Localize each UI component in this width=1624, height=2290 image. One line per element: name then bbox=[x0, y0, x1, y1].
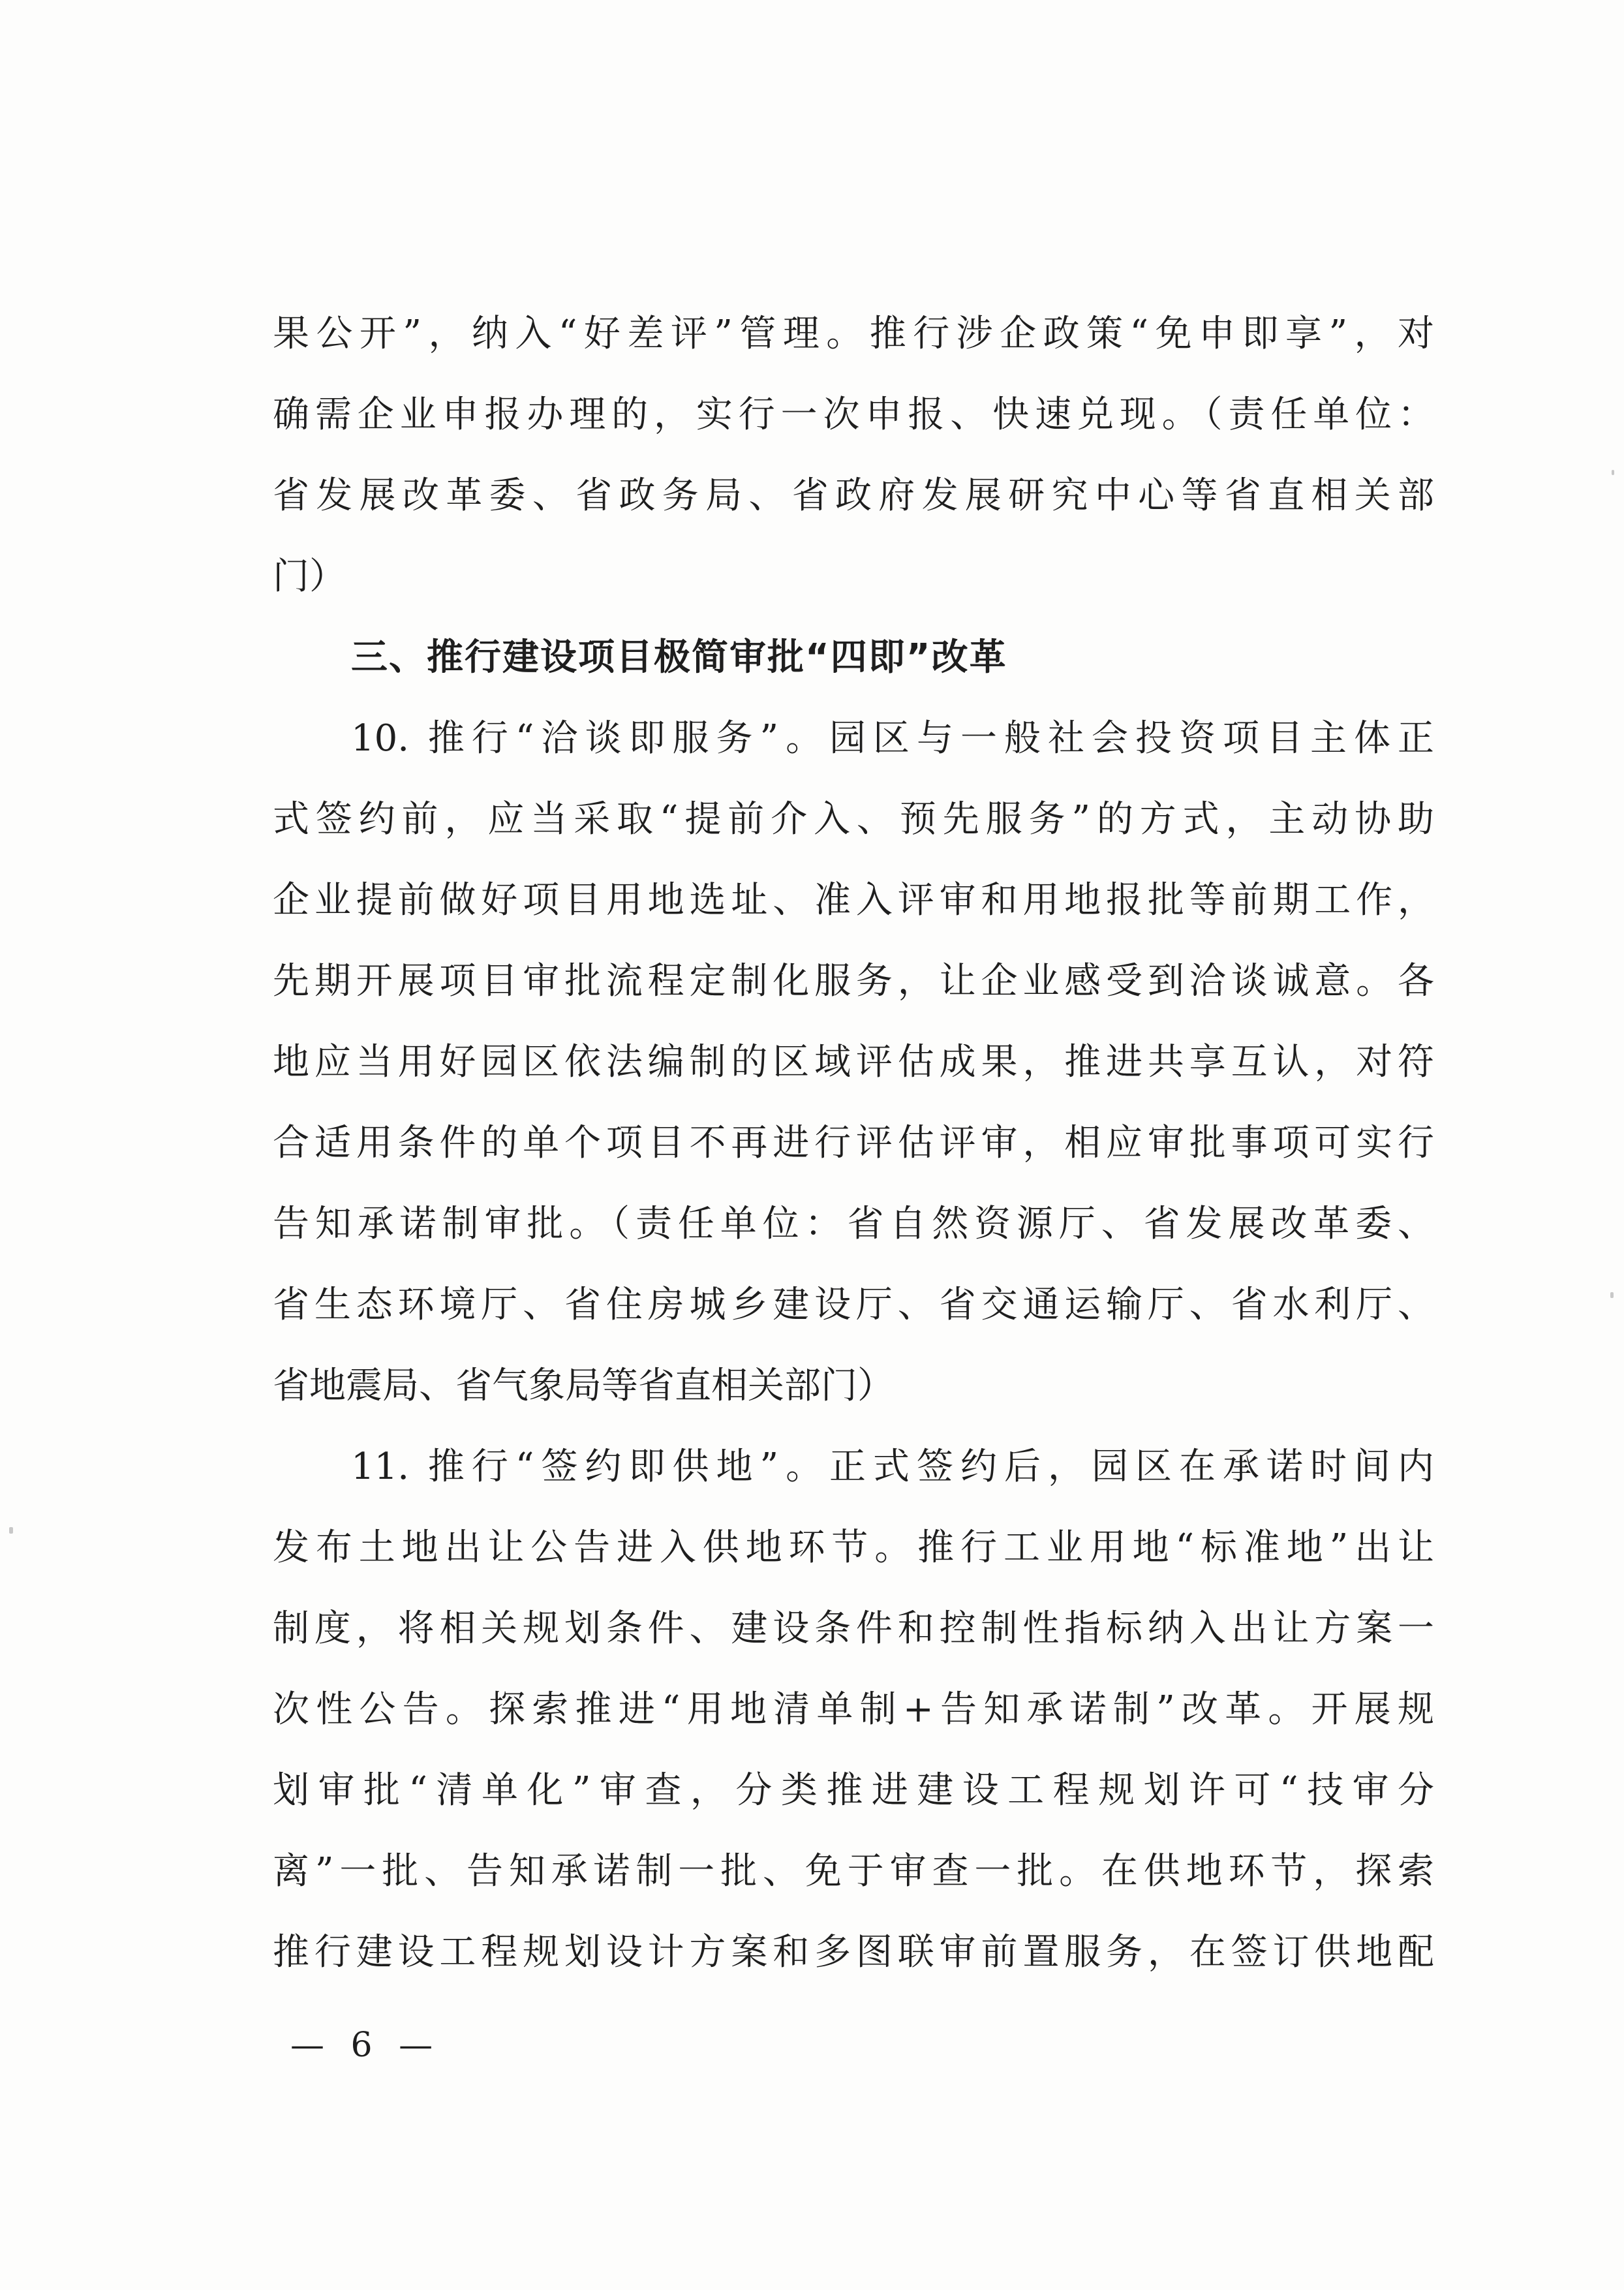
text-line: 果公开”，纳入“好差评”管理。推行涉企政策“免申即享”，对 bbox=[273, 313, 1434, 355]
paragraph-10-line: 式签约前，应当采取“提前介入、预先服务”的方式，主动协助 bbox=[273, 798, 1434, 841]
paragraph-11-line: 11. 推行“签约即供地”。正式签约后，园区在承诺时间内 bbox=[351, 1446, 1434, 1488]
page-number: — 6 — bbox=[290, 2026, 441, 2065]
text-line: 门） bbox=[273, 555, 346, 598]
paragraph-10-line: 先期开展项目审批流程定制化服务，让企业感受到洽谈诚意。各 bbox=[273, 960, 1434, 1002]
paragraph-10-line: 省生态环境厅、省住房城乡建设厅、省交通运输厅、省水利厅、 bbox=[273, 1284, 1434, 1326]
paragraph-11-line: 推行建设工程规划设计方案和多图联审前置服务，在签订供地配 bbox=[273, 1931, 1434, 1973]
paragraph-10-line: 合适用条件的单个项目不再进行评估评审，相应审批事项可实行 bbox=[273, 1122, 1434, 1164]
paragraph-11-line: 发布土地出让公告进入供地环节。推行工业用地“标准地”出让 bbox=[273, 1526, 1434, 1569]
paragraph-10-line: 省地震局、省气象局等省直相关部门） bbox=[273, 1365, 894, 1407]
section-heading: 三、推行建设项目极简审批“四即”改革 bbox=[351, 636, 1007, 679]
paragraph-10-line: 10. 推行“洽谈即服务”。园区与一般社会投资项目主体正 bbox=[351, 717, 1434, 760]
scan-speck bbox=[9, 1527, 13, 1534]
paragraph-11-line: 次性公告。探索推进“用地清单制+告知承诺制”改革。开展规 bbox=[273, 1688, 1434, 1731]
paragraph-11-line: 制度，将相关规划条件、建设条件和控制性指标纳入出让方案一 bbox=[273, 1607, 1434, 1650]
scan-speck bbox=[1612, 470, 1614, 475]
paragraph-11-line: 离”一批、告知承诺制一批、免于审查一批。在供地环节，探索 bbox=[273, 1850, 1434, 1893]
text-line: 确需企业申报办理的，实行一次申报、快速兑现。（责任单位： bbox=[273, 394, 1434, 436]
paragraph-10-line: 告知承诺制审批。（责任单位：省自然资源厅、省发展改革委、 bbox=[273, 1203, 1434, 1245]
paragraph-10-line: 企业提前做好项目用地选址、准入评审和用地报批等前期工作， bbox=[273, 879, 1434, 921]
paragraph-10-line: 地应当用好园区依法编制的区域评估成果，推进共享互认，对符 bbox=[273, 1041, 1434, 1083]
text-line: 省发展改革委、省政务局、省政府发展研究中心等省直相关部 bbox=[273, 474, 1434, 517]
paragraph-11-line: 划审批“清单化”审查，分类推进建设工程规划许可“技审分 bbox=[273, 1769, 1434, 1812]
scan-speck bbox=[1610, 1292, 1614, 1298]
